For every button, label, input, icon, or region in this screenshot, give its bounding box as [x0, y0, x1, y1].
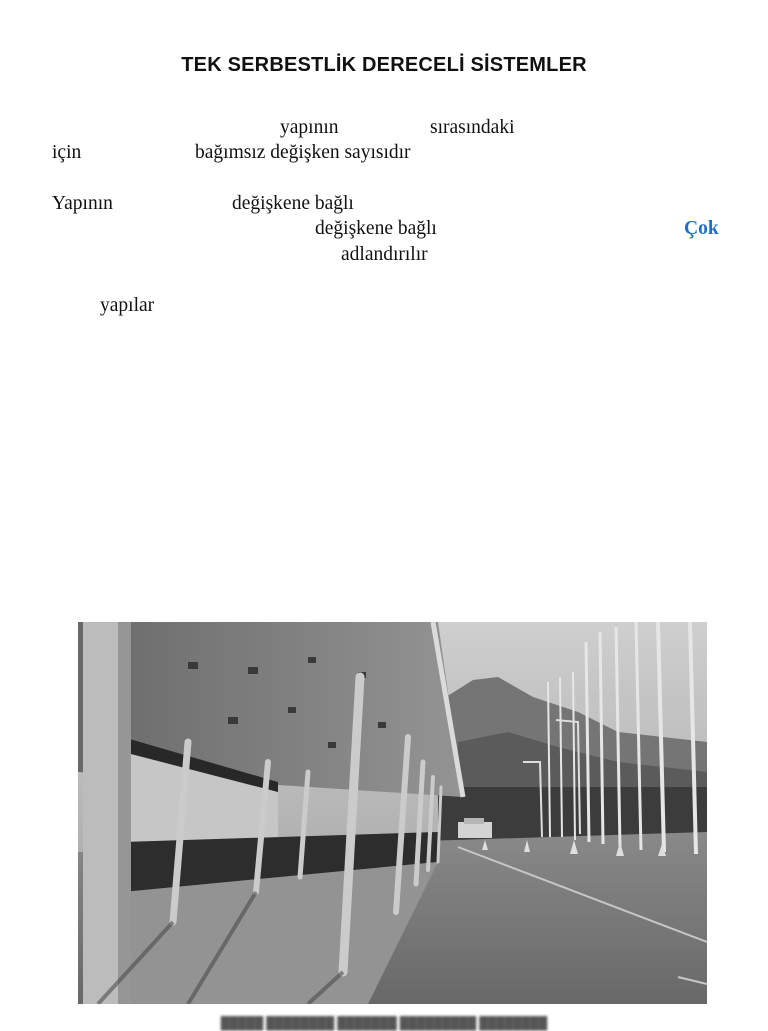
text-fragment: adlandırılır [341, 244, 428, 265]
text-fragment: için [52, 142, 82, 163]
photo-illustration [78, 622, 707, 1004]
text-fragment: sırasındaki [430, 117, 515, 138]
page-title: TEK SERBESTLİK DERECELİ SİSTEMLER [181, 54, 587, 76]
text-fragment: bağımsız değişken sayısıdır [195, 142, 411, 163]
text-fragment: yapılar [100, 295, 155, 316]
cok-link[interactable]: Çok [684, 218, 719, 239]
figure-caption-blurred: █████ ████████ ███████ █████████ ████████ [220, 1016, 548, 1030]
text-fragment: değişkene bağlı [232, 193, 354, 214]
text-fragment: Yapının [52, 193, 113, 214]
text-fragment: yapının [280, 117, 339, 138]
building-canopy-photo [78, 622, 707, 1004]
text-fragment: değişkene bağlı [315, 218, 437, 239]
